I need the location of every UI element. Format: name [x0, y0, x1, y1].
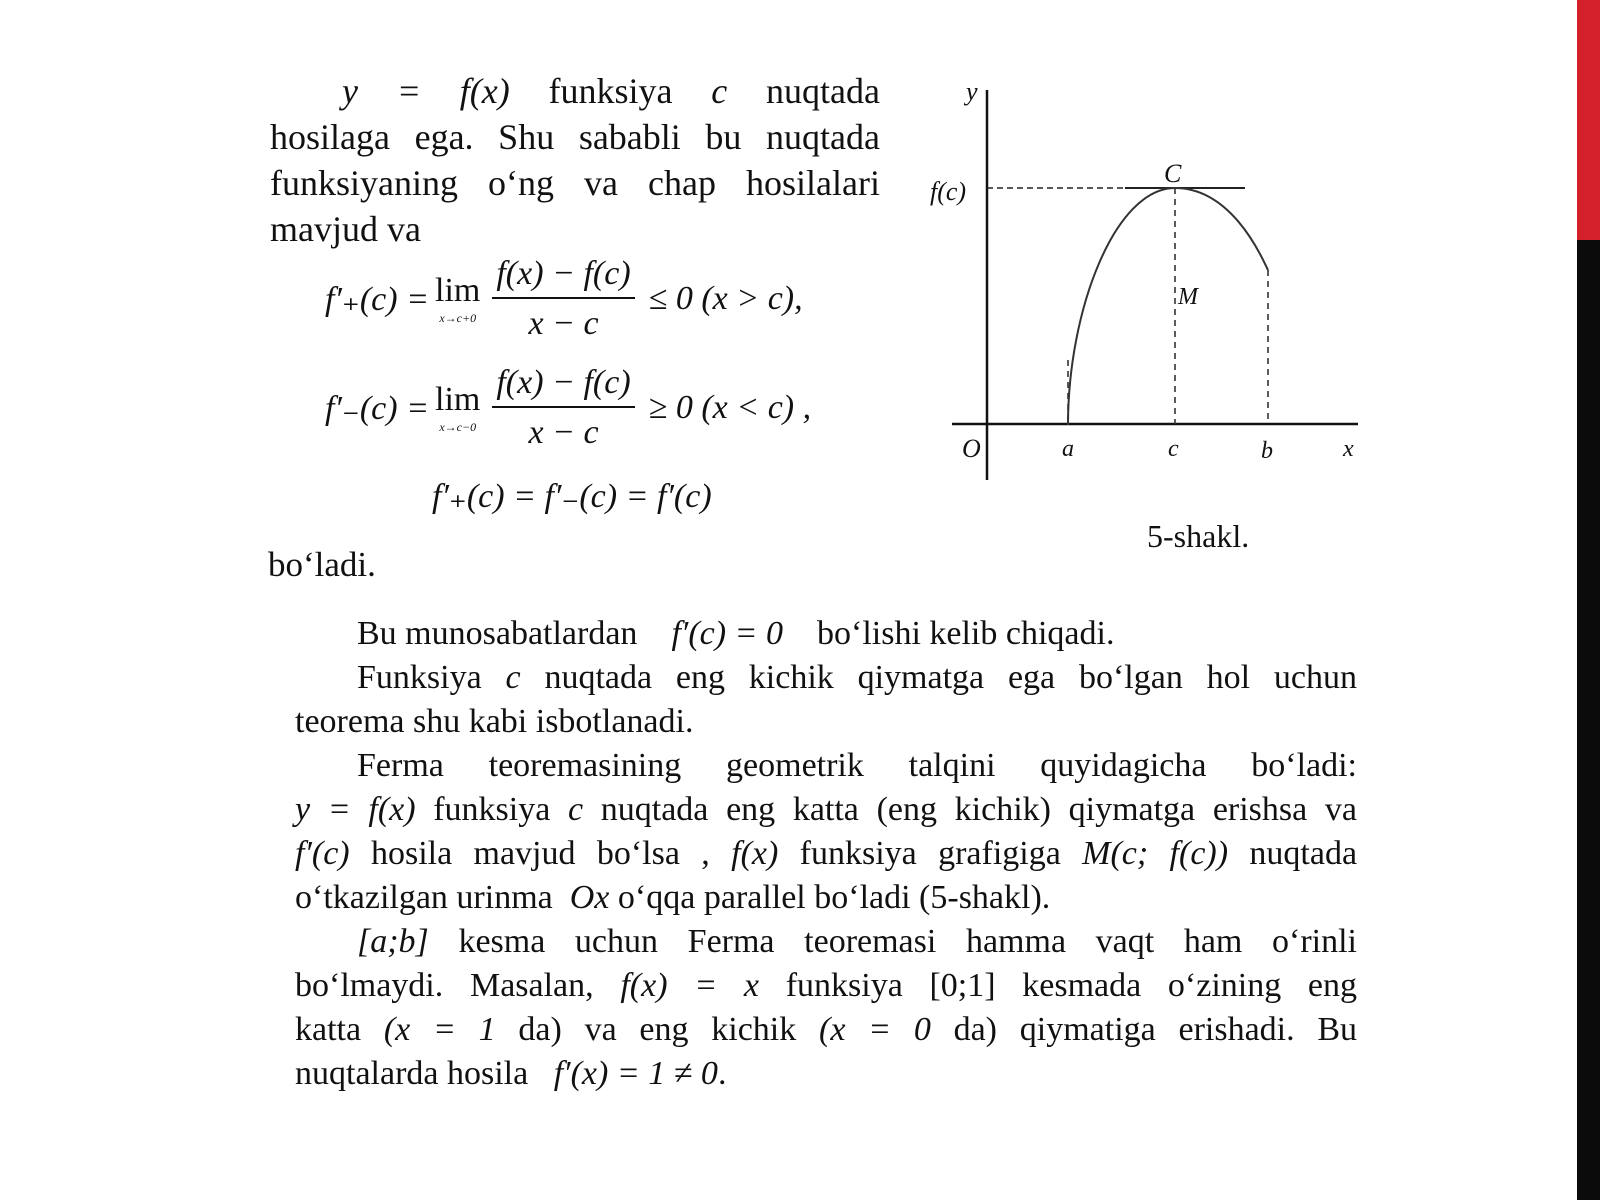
tick-a-label: a	[1062, 436, 1074, 462]
p4-line-1: [a;b] kesma uchun Ferma teoremasi hamma vaqt ham o‘rinli	[357, 923, 1358, 960]
p3-line-4: o‘tkazilgan urinma Ox o‘qqa parallel bo‘ladi (5-shakl).	[295, 879, 1051, 916]
p3-line-2: y = f(x) funksiya c nuqtada eng katta (eng kichik) qiymatga erishsa va	[295, 791, 1357, 828]
side-accent-red	[1577, 0, 1600, 240]
point-c-label: C	[1164, 159, 1182, 188]
intro-paragraph	[270, 68, 880, 252]
formula-left-condition: ≥ 0 (x < c) ,	[648, 389, 812, 426]
p4-line-2: bo‘lmaydi. Masalan, f(x) = x funksiya [0;1] kesmada o‘zining eng	[295, 967, 1358, 1004]
formula-left-fraction: $\frac{f(x) - f(c)}{x - c}$	[492, 364, 634, 452]
p2-line-1: Funksiya c nuqtada eng kichik qiymatga ega bo‘lgan hol uchun	[357, 659, 1357, 696]
lower-text	[295, 612, 1357, 1096]
function-curve	[1068, 188, 1268, 425]
formula-left-derivative	[325, 364, 811, 452]
tick-b-label: b	[1261, 438, 1273, 464]
formula-right-condition: ≤ 0 (x > c),	[648, 280, 803, 317]
tick-c-label: c	[1168, 436, 1179, 462]
p1-line: Bu munosabatlardan f′(c) = 0 bo‘lishi kelib chiqadi.	[357, 615, 1115, 652]
intro-line-3: funksiyaning o‘ng va chap hosilalari	[270, 163, 880, 203]
formula-left-lim: lim x→c−0	[435, 381, 481, 434]
formula-right-derivative	[325, 255, 803, 343]
formula-equality: f′₊(c) = f′₋(c) = f′(c)	[432, 478, 712, 515]
intro-line-1: y = f(x) funksiya c nuqtada	[342, 71, 880, 111]
formula-right-lim: lim x→c+0	[435, 272, 481, 325]
x-axis-label: x	[1343, 436, 1354, 462]
y-axis-label: y	[966, 77, 978, 106]
point-m-label: M	[1178, 284, 1198, 310]
p4-line-3: katta (x = 1 da) va eng kichik (x = 0 da) qiymatiga erishadi. Bu	[295, 1011, 1358, 1048]
p3-line-1: Ferma teoremasining geometrik talqini quyidagicha bo‘ladi:	[357, 747, 1357, 784]
boladi-text: bo‘ladi.	[268, 545, 376, 584]
formula-right-lhs: f′₊(c) =	[325, 281, 430, 318]
p3-line-3: f′(c) hosila mavjud bo‘lsa , f(x) funksiya grafigiga M(c; f(c)) nuqtada	[295, 835, 1358, 872]
fc-label: f(c)	[930, 177, 967, 206]
figure-caption: 5-shakl.	[1147, 518, 1250, 554]
p2-line-2: teorema shu kabi isbotlanadi.	[295, 703, 694, 740]
formula-right-fraction: $\frac{f(x) - f(c)}{x - c}$	[492, 255, 634, 343]
p4-line-4: nuqtalarda hosila f′(x) = 1 ≠ 0.	[295, 1055, 727, 1092]
origin-label: O	[962, 434, 981, 463]
intro-line-4: mavjud va	[270, 209, 421, 249]
side-accent-black	[1577, 240, 1600, 1200]
intro-line-2: hosilaga ega. Shu sababli bu nuqtada	[270, 117, 880, 157]
formula-left-lhs: f′₋(c) =	[325, 390, 430, 427]
figure-5	[900, 60, 1380, 500]
